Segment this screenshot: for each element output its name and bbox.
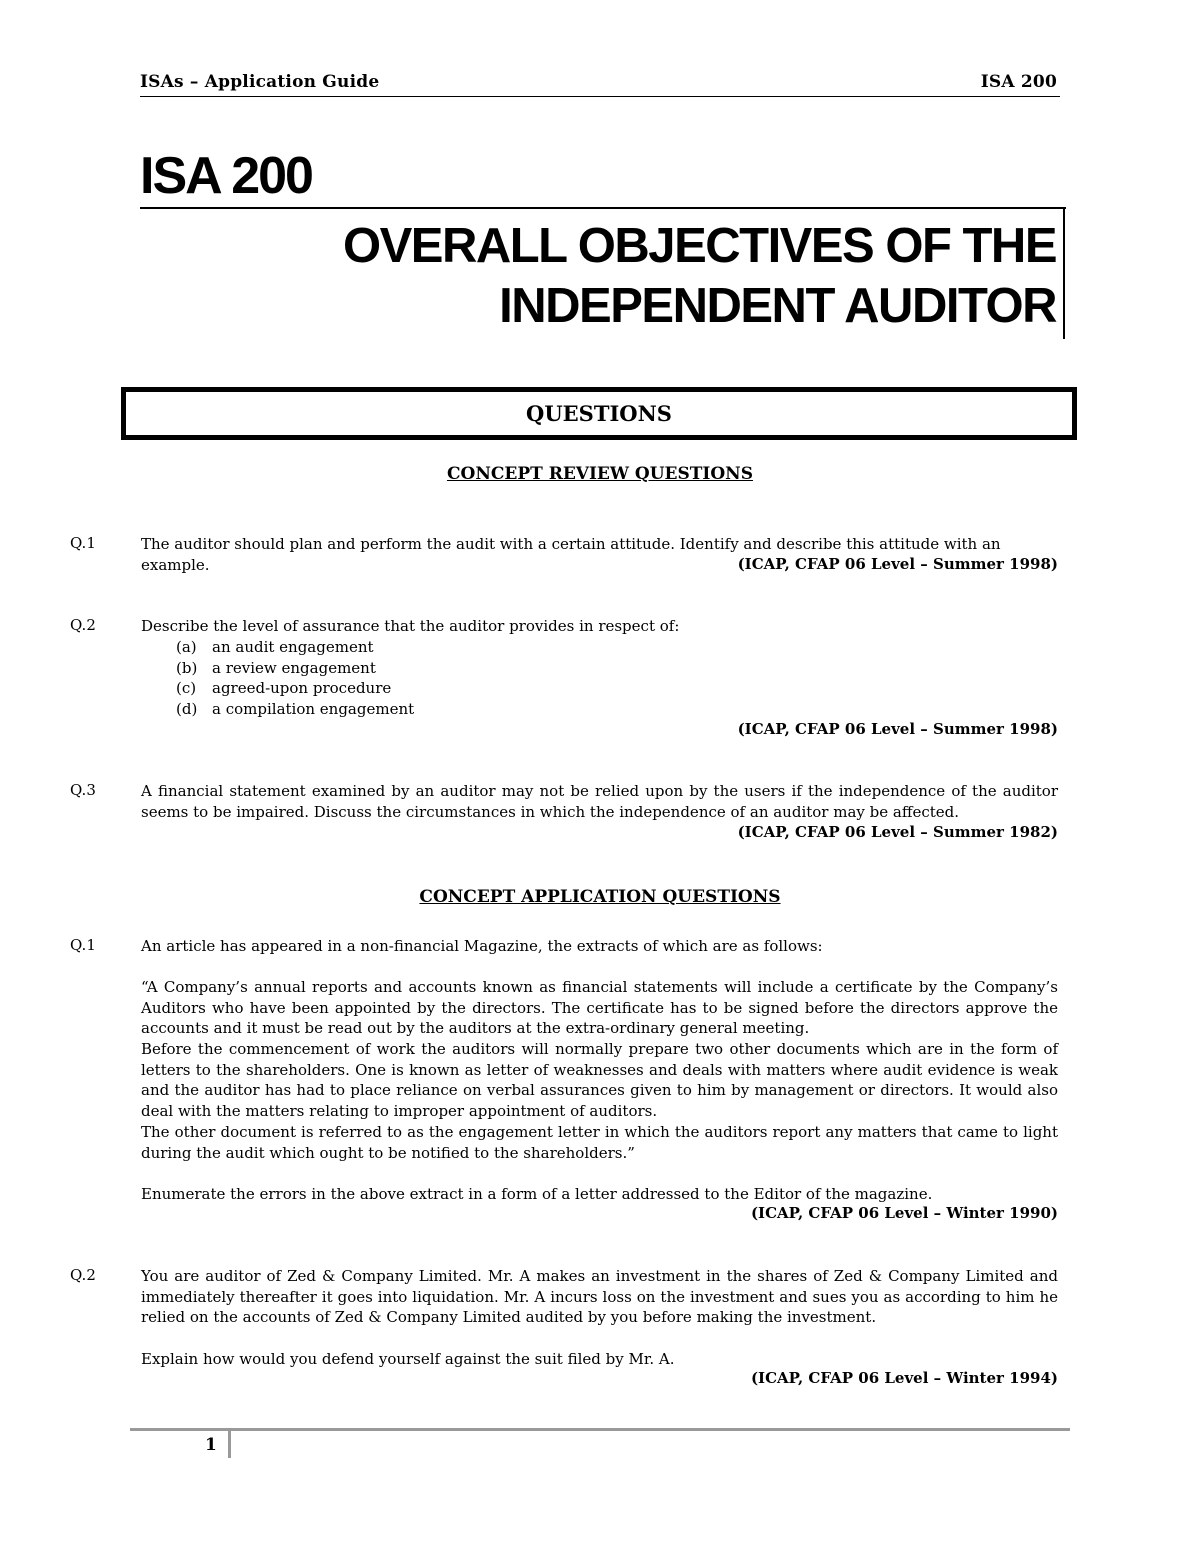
question-number: Q.3	[70, 781, 96, 799]
question-source: (ICAP, CFAP 06 Level – Winter 1990)	[750, 1204, 1058, 1222]
question-text: Describe the level of assurance that the auditor provides in respect of:	[141, 617, 680, 635]
question-number: Q.2	[70, 616, 96, 634]
question-source: (ICAP, CFAP 06 Level – Summer 1998)	[737, 720, 1058, 738]
question-text: An article has appeared in a non-financial Magazine, the extracts of which are as follows:	[141, 937, 823, 955]
question-task: Enumerate the errors in the above extract in a form of a letter addressed to the Editor of the magazine.	[141, 1185, 933, 1203]
question-source: (ICAP, CFAP 06 Level – Summer 1982)	[737, 823, 1058, 841]
header-rule	[140, 96, 1060, 97]
question-number: Q.1	[70, 534, 96, 552]
question-number: Q.2	[70, 1266, 96, 1284]
questions-banner-label: QUESTIONS	[526, 401, 672, 426]
list-item: a compilation engagement	[212, 700, 415, 718]
quoted-extract: The other document is referred to as the engagement letter in which the auditors report any matters that came to light during the audit which ought to be notified to the shareholders.”	[141, 1123, 1058, 1162]
list-item: a review engagement	[212, 659, 376, 677]
list-item: an audit engagement	[212, 638, 374, 656]
list-item: agreed-upon procedure	[212, 679, 392, 697]
list-item-label: (c)	[176, 679, 197, 697]
question-text: The auditor should plan and perform the audit with a certain attitude. Identify and describe this attitude with an example.	[141, 535, 1001, 574]
footer-rule	[130, 1428, 1070, 1431]
running-header-section: ISA 200	[980, 72, 1057, 92]
question-task: Explain how would you defend yourself against the suit filed by Mr. A.	[141, 1350, 675, 1368]
concept-application-heading: CONCEPT APPLICATION QUESTIONS	[419, 887, 781, 907]
title-rule-vertical	[1063, 207, 1065, 339]
footer-separator	[228, 1431, 231, 1458]
list-item-label: (a)	[176, 638, 197, 656]
question-source: (ICAP, CFAP 06 Level – Summer 1998)	[737, 555, 1058, 573]
page-number: 1	[205, 1435, 217, 1455]
quoted-extract: Before the commencement of work the auditors will normally prepare two other documents which are in the form of letters to the shareholders. One is known as letter of weaknesses and deals with matters where audit evidence is weak and the auditor has had to place reliance on verbal assurances given to him by management or directors. It would also deal with the matters relating to improper appointment of auditors.	[141, 1040, 1058, 1121]
question-source: (ICAP, CFAP 06 Level – Winter 1994)	[750, 1369, 1058, 1387]
question-number: Q.1	[70, 936, 96, 954]
title-rule	[140, 207, 1066, 209]
running-header-title: ISAs – Application Guide	[140, 72, 380, 92]
questions-banner	[121, 387, 1077, 440]
concept-review-heading: CONCEPT REVIEW QUESTIONS	[446, 464, 753, 484]
quoted-extract: “A Company’s annual reports and accounts known as financial statements will include a certificate by the Company’s Auditors who have been appointed by the directors. The certificate has to be signed before the directors approve the accounts and it must be read out by the auditors at the extra-ordinary general meeting.	[141, 978, 1058, 1038]
list-item-label: (b)	[176, 659, 198, 677]
list-item-label: (d)	[176, 700, 198, 718]
chapter-title-line-1: OVERALL OBJECTIVES OF THE	[342, 219, 1056, 273]
question-text: A financial statement examined by an auditor may not be relied upon by the users if the independence of the auditor seems to be impaired. Discuss the circumstances in which the independence of an auditor may be affected.	[141, 782, 1058, 821]
question-text: You are auditor of Zed & Company Limited. Mr. A makes an investment in the shares of Zed & Company Limited and immediately thereafter it goes into liquidation. Mr. A incurs loss on the investment and sues you as according to him he relied on the accounts of Zed & Company Limited audited by you before making the investment.	[141, 1267, 1058, 1327]
chapter-number: ISA 200	[140, 147, 312, 205]
chapter-title-line-2: INDEPENDENT AUDITOR	[499, 279, 1056, 333]
